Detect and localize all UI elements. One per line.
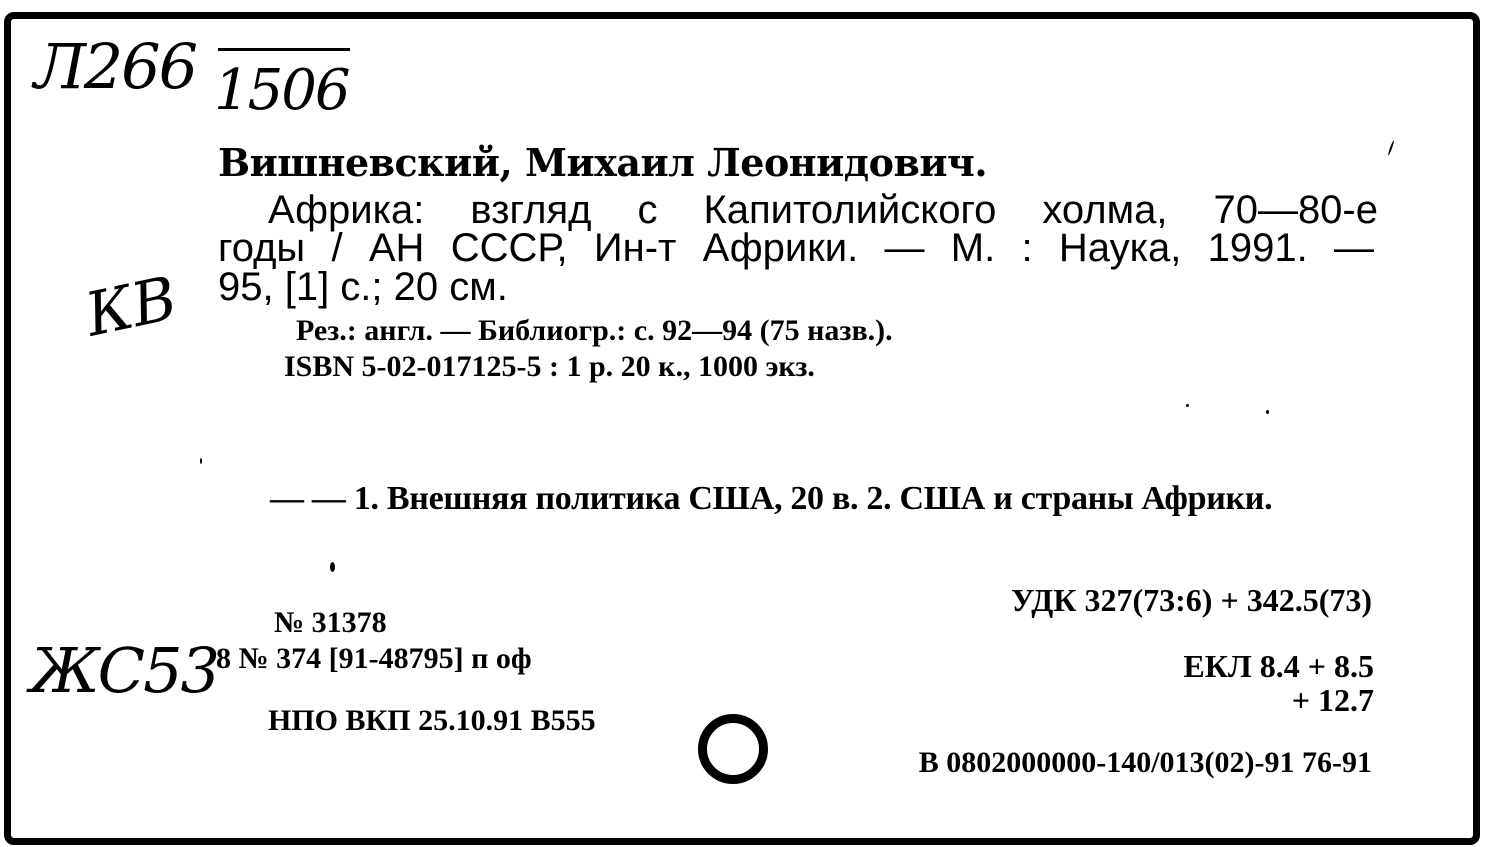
handwritten-number: 1506: [214, 58, 349, 123]
order-line: 8 № 374 [91-48795] п оф: [216, 642, 532, 675]
handwritten-kb: КВ: [79, 263, 183, 351]
handwritten-shelfmark: Л266: [34, 30, 197, 103]
speck: [330, 562, 335, 572]
title-line-2: годы / АН СССР, Ин-т Африки. — М. : Наука, 1991. —: [218, 226, 1374, 270]
subject-headings: — — 1. Внешняя политика США, 20 в. 2. США и страны Африки.: [270, 480, 1273, 517]
author-heading: Вишневский, Михаил Леонидович.: [218, 140, 988, 185]
handwritten-code: ЖС53: [30, 634, 218, 707]
title-line-1: Африка: взгляд с Капитолийского холма, 70—80-е: [268, 188, 1378, 232]
udk-code: УДК 327(73:6) + 342.5(73): [1011, 582, 1372, 618]
ekl-line-2: + 12.7: [1291, 682, 1374, 718]
speck: [1266, 410, 1269, 414]
title-line-3: 95, [1] с.; 20 см.: [218, 265, 508, 309]
b-code-line: В 0802000000-140/013(02)-91 76-91: [918, 746, 1372, 779]
speck: [200, 458, 202, 464]
number-line: № 31378: [274, 606, 387, 639]
ekl-line-1: ЕКЛ 8.4 + 8.5: [1183, 648, 1374, 684]
handwritten-overline: [218, 48, 350, 51]
isbn-line: ISBN 5-02-017125-5 : 1 р. 20 к., 1000 экз.: [284, 350, 815, 383]
notes-line: Рез.: англ. — Библиогр.: с. 92—94 (75 назв.).: [296, 314, 893, 347]
punch-hole: [698, 714, 768, 784]
npo-line: НПО ВКП 25.10.91 В555: [268, 704, 596, 737]
speck: [1186, 404, 1189, 407]
